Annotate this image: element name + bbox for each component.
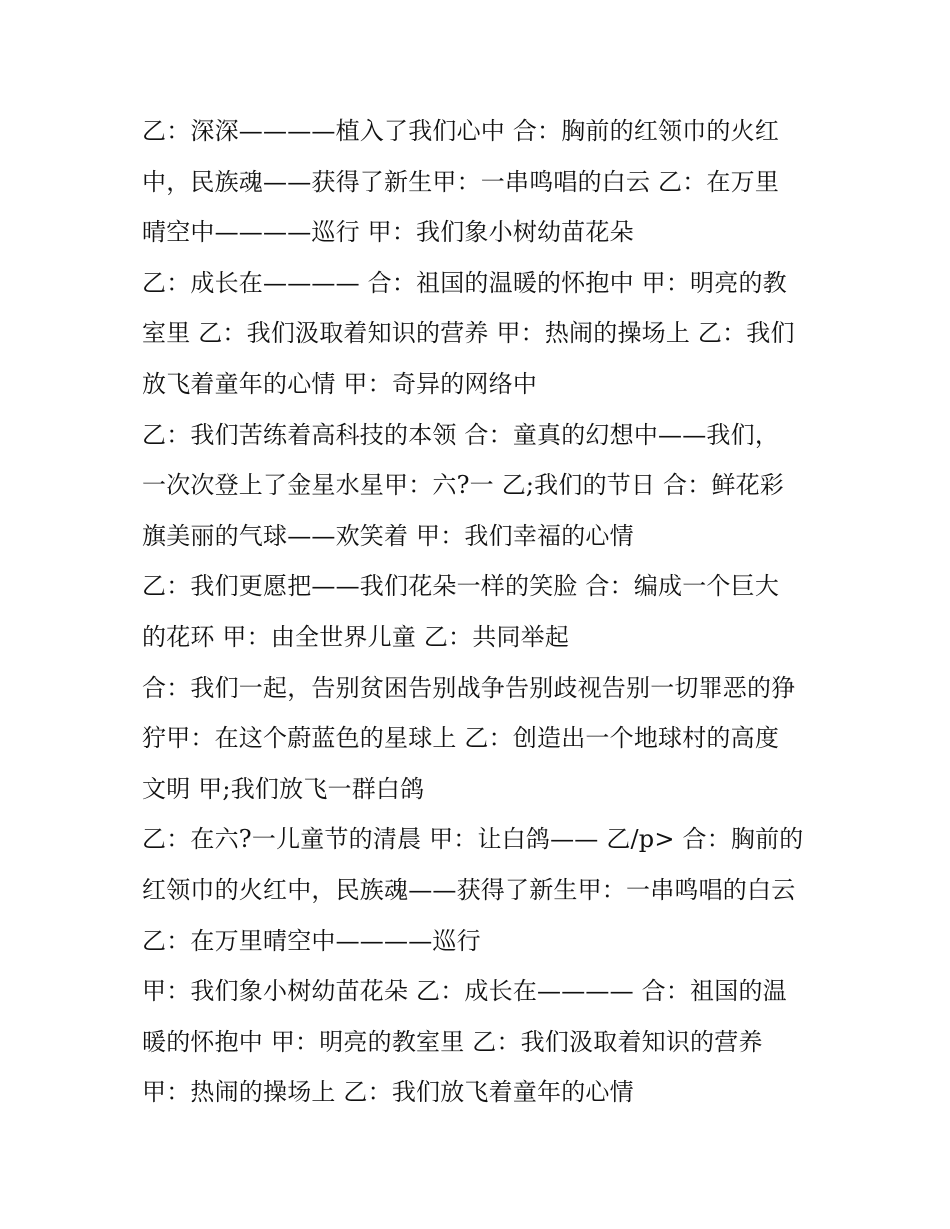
text-line: 文明 甲;我们放飞一群白鸽 xyxy=(142,774,425,803)
text-line: 乙：在万里晴空中————巡行 xyxy=(142,926,481,955)
text-line: 红领巾的火红中，民族魂——获得了新生甲：一串鸣唱的白云 xyxy=(142,875,796,904)
text-line: 狞甲：在这个蔚蓝色的星球上 乙：创造出一个地球村的高度 xyxy=(142,724,780,753)
document-body xyxy=(142,106,842,1118)
text-line: 室里 乙：我们汲取着知识的营养 甲：热闹的操场上 乙：我们 xyxy=(142,319,795,348)
text-line: 的花环 甲：由全世界儿童 乙：共同举起 xyxy=(142,622,570,651)
text-line: 中，民族魂——获得了新生甲：一串鸣唱的白云 乙：在万里 xyxy=(142,167,780,196)
text-line: 乙：深深————植入了我们心中 合：胸前的红领巾的火红 xyxy=(142,117,780,145)
text-line: 乙：我们苦练着高科技的本领 合：童真的幻想中——我们， xyxy=(142,420,780,449)
text-line: 乙：成长在———— 合：祖国的温暖的怀抱中 甲：明亮的教 xyxy=(142,268,787,297)
text-line: 暖的怀抱中 甲：明亮的教室里 乙：我们汲取着知识的营养 xyxy=(142,1027,763,1056)
text-line: 旗美丽的气球——欢笑着 甲：我们幸福的心情 xyxy=(142,521,634,550)
text-line: 甲：热闹的操场上 乙：我们放飞着童年的心情 xyxy=(142,1078,634,1107)
text-line: 合：我们一起，告别贫困告别战争告别歧视告别一切罪恶的狰 xyxy=(142,673,796,702)
text-line: 放飞着童年的心情 甲：奇异的网络中 xyxy=(142,369,538,398)
text-line: 一次次登上了金星水星甲：六?一 乙;我们的节日 合：鲜花彩 xyxy=(142,471,785,500)
text-line: 乙：我们更愿把——我们花朵一样的笑脸 合：编成一个巨大 xyxy=(142,572,780,601)
text-line: 乙：在六?一儿童节的清晨 甲：让白鸽—— 乙/p> 合：胸前的 xyxy=(142,825,804,854)
text-line: 甲：我们象小树幼苗花朵 乙：成长在———— 合：祖国的温 xyxy=(142,977,787,1006)
text-line: 晴空中————巡行 甲：我们象小树幼苗花朵 xyxy=(142,218,634,247)
